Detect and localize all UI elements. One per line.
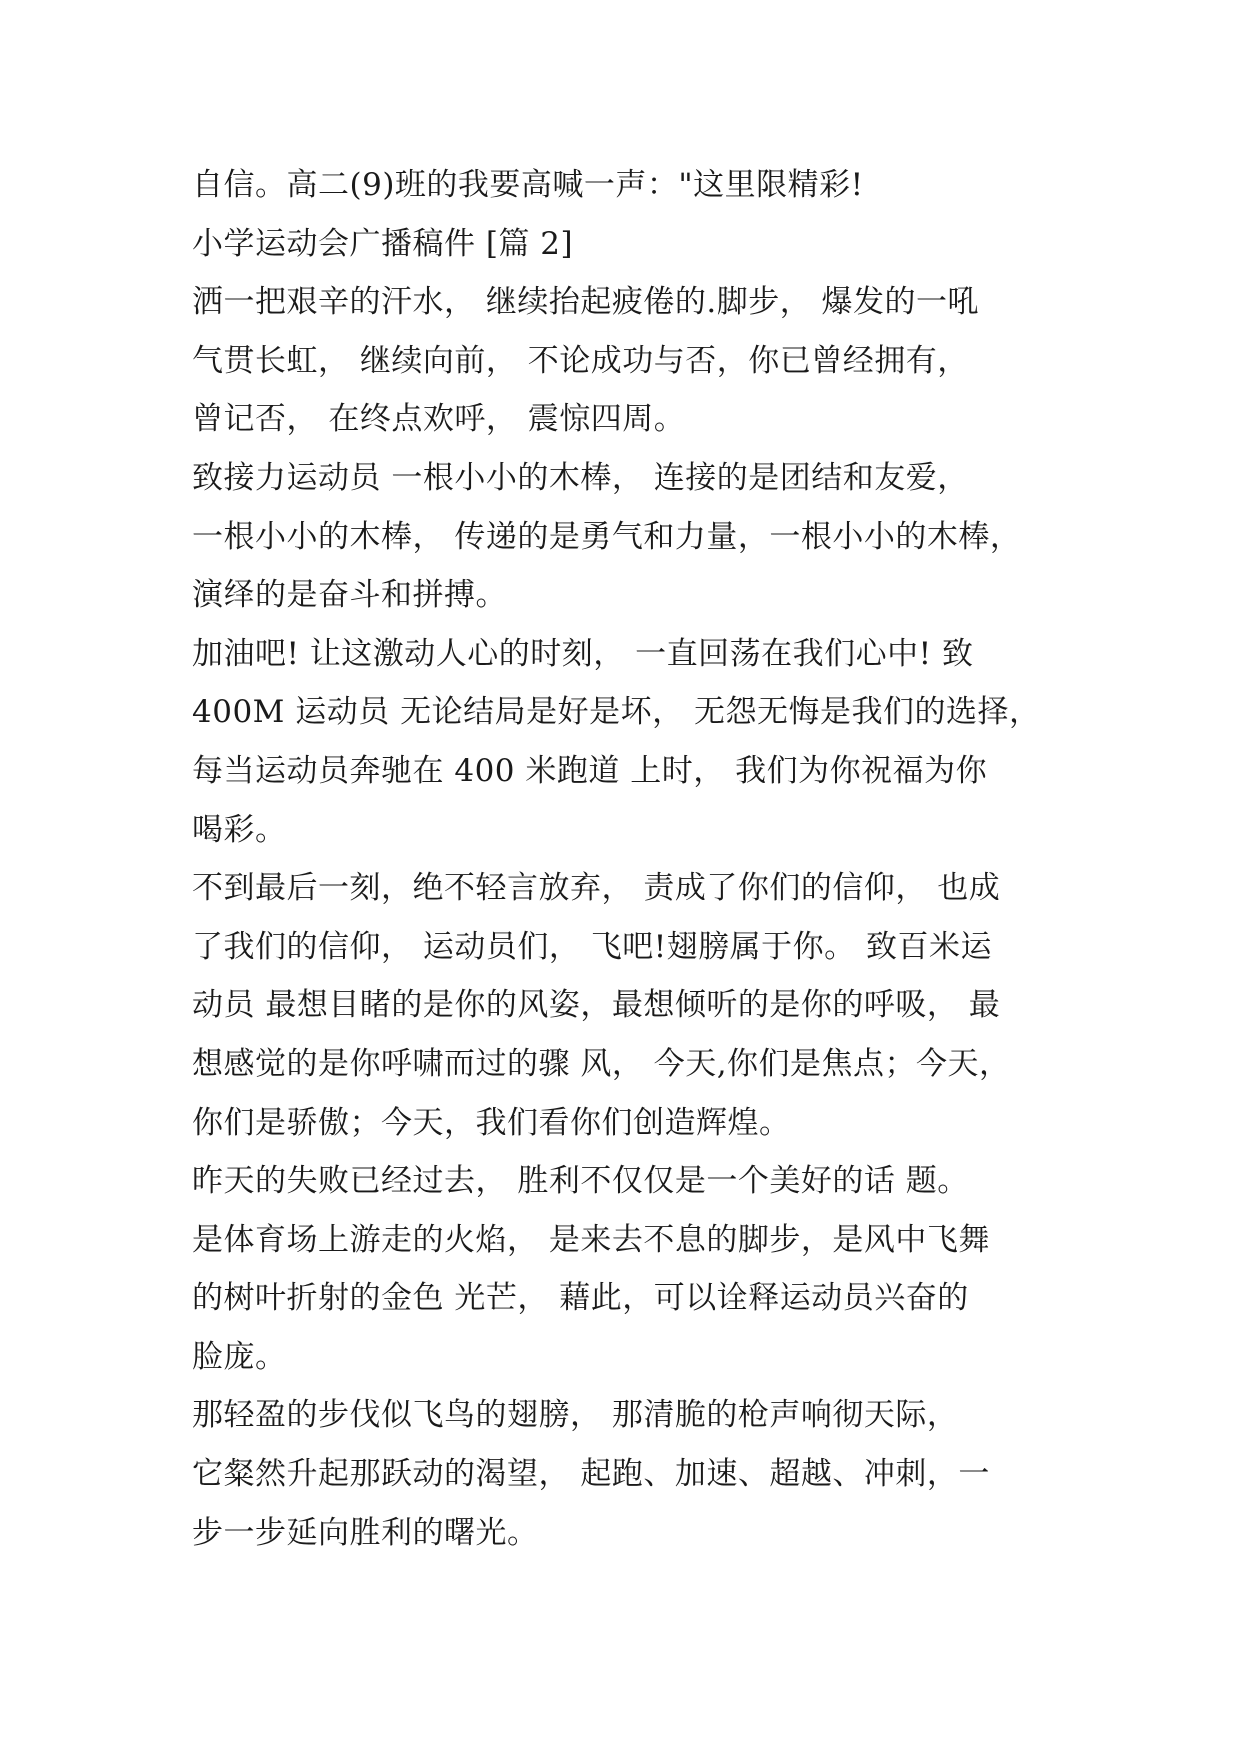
text-line: 了我们的信仰， 运动员们， 飞吧!翅膀属于你。 致百米运 (192, 928, 993, 965)
section-heading: 小学运动会广播稿件 [篇 2] (192, 225, 574, 262)
text-line: 演绎的是奋斗和拼搏。 (192, 577, 507, 614)
text-line: 不到最后一刻，绝不轻言放弃， 责成了你们的信仰， 也成 (192, 870, 1001, 907)
text-line: 那轻盈的步伐似飞鸟的翅膀， 那清脆的枪声响彻天际， (192, 1397, 959, 1434)
text-line: 洒一把艰辛的汗水， 继续抬起疲倦的.脚步， 爆发的一吼 (192, 284, 980, 321)
text-line: 喝彩。 (192, 811, 287, 848)
text-line: 自信。高二(9)班的我要高喊一声："这里限精彩! (192, 167, 864, 203)
text-line: 致接力运动员 一根小小的木棒， 连接的是团结和友爱， (192, 459, 969, 496)
text-line: 是体育场上游走的火焰， 是来去不息的脚步，是风中飞舞 (192, 1221, 990, 1258)
text-line: 动员 最想目睹的是你的风姿，最想倾听的是你的呼吸， 最 (192, 987, 1001, 1024)
document-body (192, 156, 1092, 1562)
text-line: 的树叶折射的金色 光芒， 藉此，可以诠释运动员兴奋的 (192, 1280, 969, 1317)
text-line: 加油吧! 让这激动人心的时刻， 一直回荡在我们心中! 致 (192, 635, 974, 672)
text-line: 你们是骄傲；今天，我们看你们创造辉煌。 (192, 1104, 791, 1141)
text-line: 它粲然升起那跃动的渴望， 起跑、加速、超越、冲刺，一 (192, 1456, 990, 1493)
text-line: 每当运动员奔驰在 400 米跑道 上时， 我们为你祝福为你 (192, 752, 988, 789)
text-line: 400M 运动员 无论结局是好是坏， 无怨无悔是我们的选择， (192, 694, 1041, 731)
text-line: 一根小小的木棒， 传递的是勇气和力量，一根小小的木棒， (192, 518, 1022, 555)
text-line: 昨天的失败已经过去， 胜利不仅仅是一个美好的话 题。 (192, 1163, 969, 1200)
text-line: 想感觉的是你呼啸而过的骤 风， 今天,你们是焦点；今天， (192, 1045, 1011, 1082)
text-line: 曾记否， 在终点欢呼， 震惊四周。 (192, 401, 686, 438)
text-line: 步一步延向胜利的曙光。 (192, 1514, 539, 1551)
text-line: 脸庞。 (192, 1338, 287, 1375)
text-line: 气贯长虹， 继续向前， 不论成功与否，你已曾经拥有， (192, 342, 969, 379)
